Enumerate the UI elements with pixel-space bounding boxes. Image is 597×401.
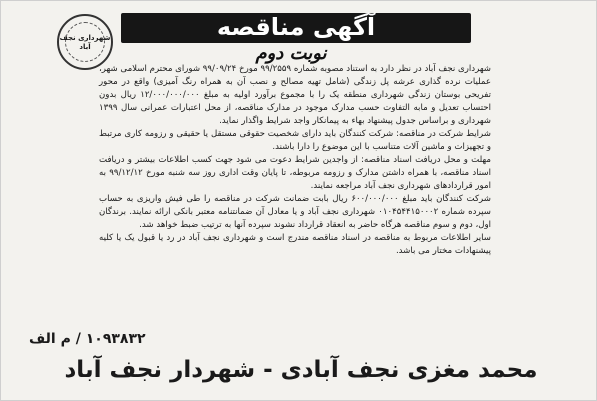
notice-title: آگهی مناقصه	[216, 13, 376, 41]
notice-paragraph: سایر اطلاعات مربوط به مناقصه در اسناد مناقصه مندرج است و شهرداری نجف آباد در رد یا قبول یک یا کلیه پیشنهادات مختار می باشد.	[99, 233, 491, 256]
notice-paragraph: مهلت و محل دریافت اسناد مناقصه: از واجدین شرایط دعوت می شود جهت کسب اطلاعات بیشتر و دریافت اسناد مناقصه، با همراه داشتن مدارک و رزومه مربوطه، تا پایان وقت اداری روز سه شنبه مورخ ۹۹/۱۲/۱۲ به امور قراردادهای شهرداری نجف آباد مراجعه نمایند.	[99, 155, 492, 191]
notice-paragraph: شرایط شرکت در مناقصه: شرکت کنندگان باید دارای شخصیت حقوقی مستقل یا حقیقی و رزومه کاری مرتبط و تجهیزات و ماشین آلات متناسب با این موضوع را دارا باشند.	[99, 129, 491, 152]
reference-number: ۱۰۹۳۸۳۲ / م الف	[29, 331, 146, 347]
notice-body	[99, 63, 491, 258]
notice-paragraph: شهرداری نجف آباد در نظر دارد به استناد مصوبه شماره ۹۹/۲۵۵۹ مورخ ۹۹/۰۹/۲۴ شورای محترم اسلامی شهر، عملیات نرده گذاری عرشه پل زندگی (شامل تهیه مصالح و نصب آن به همراه رنگ آمیزی) واقع در محور تفریحی بوستان زندگی شهرداری منطقه یک را با مجموع برآورد اولیه به مبلغ ۱۲/۰۰۰/۰۰۰/۰۰۰ ریال بدون احتساب تعدیل و مابه التفاوت حسب مدارک موجود در مدارک مناقصه، از محل اعتبارات عمرانی سال ۱۳۹۹ شهرداری و براساس جدول پیشنهاد بهاء به پیمانکار واجد شرایط واگذار نماید.	[99, 64, 492, 126]
municipality-seal-icon	[57, 14, 113, 70]
signature-line: محمد مغزی نجف آبادی - شهردار نجف آباد	[64, 357, 538, 383]
notice-paragraph: شرکت کنندگان باید مبلغ ۶۰۰/۰۰۰/۰۰۰ ریال بابت ضمانت شرکت در مناقصه را طی فیش واریزی به حساب سپرده شماره ۰۱۰۴۵۴۴۱۵۰۰۰۲ شهرداری نجف آباد و یا معادل آن ضمانتنامه معتبر بانکی ارائه نمایند. برندگان اول، دوم و سوم مناقصه هرگاه حاضر به انعقاد قرارداد نشوند سپرده آنها به ترتیب ضبط خواهد شد.	[99, 194, 491, 230]
seal-text: شهرداری نجف آباد	[59, 34, 111, 51]
notice-round: نوبت دوم	[255, 43, 327, 64]
